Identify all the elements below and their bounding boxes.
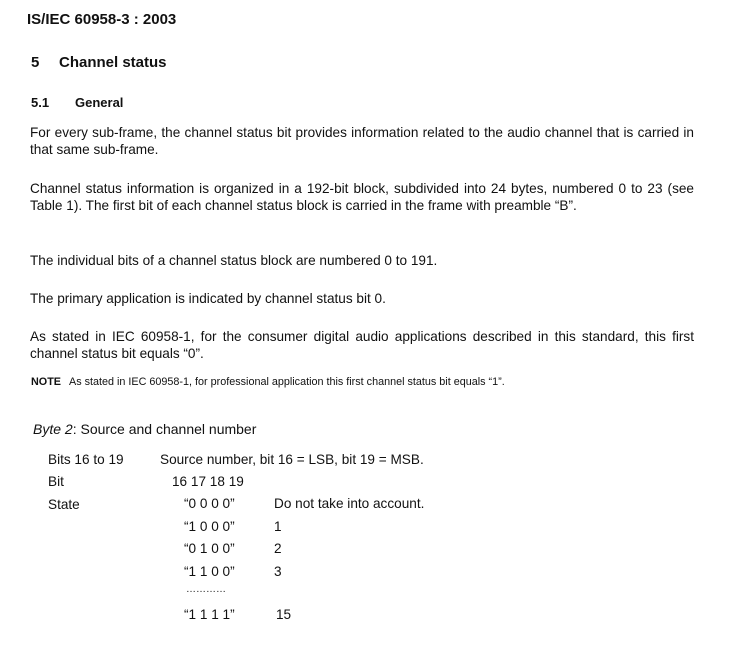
paragraph-bit-numbering: The individual bits of a channel status block are numbered 0 to 191. (30, 253, 438, 268)
note-text: As stated in IEC 60958-1, for professional application this first channel status bit equals “1”. (69, 376, 505, 388)
section-title: Channel status (59, 54, 167, 71)
section-number: 5 (31, 54, 40, 71)
document-header: IS/IEC 60958-3 : 2003 (27, 11, 177, 28)
section-heading (31, 54, 167, 71)
state-code: “1 1 1 1” (184, 607, 235, 622)
subsection-number: 5.1 (31, 95, 50, 110)
bits-range-description: Source number, bit 16 = LSB, bit 19 = MSB. (160, 452, 424, 467)
state-code: “1 0 0 0” (184, 519, 235, 534)
state-meaning: 1 (274, 519, 282, 534)
byte2-title (33, 421, 256, 437)
state-meaning: 3 (274, 564, 282, 579)
paragraph-block-organization: Channel status information is organized in a 192-bit block, subdivided into 24 bytes, numbered 0 to 23 (see Table 1). The first bit of each channel status block is carried in the frame with preamble “B”. (30, 181, 694, 213)
subsection-heading (31, 95, 123, 110)
bit-numbers: 16 17 18 19 (172, 474, 244, 489)
paragraph-consumer-application: As stated in IEC 60958-1, for the consumer digital audio applications described in this standard, this first channel status bit equals “0”. (30, 329, 694, 361)
paragraph-primary-application: The primary application is indicated by channel status bit 0. (30, 291, 386, 306)
byte2-title-rest: : Source and channel number (72, 421, 257, 437)
state-label: State (48, 497, 80, 512)
paragraph-subframe: For every sub-frame, the channel status bit provides information related to the audio channel that is carried in that same sub-frame. (30, 125, 694, 157)
note-label: NOTE (31, 376, 61, 388)
state-meaning: Do not take into account. (274, 496, 425, 511)
state-meaning: 2 (274, 541, 282, 556)
state-meaning: 15 (276, 607, 292, 622)
state-code: “0 0 0 0” (184, 496, 235, 511)
note (31, 376, 505, 388)
byte2-title-italic: Byte 2 (33, 421, 73, 437)
state-code-ellipsis: ………… (186, 584, 226, 595)
state-code: “0 1 0 0” (184, 541, 235, 556)
state-code: “1 1 0 0” (184, 564, 235, 579)
bits-range-label: Bits 16 to 19 (48, 452, 124, 467)
subsection-title: General (75, 95, 124, 110)
bit-label: Bit (48, 474, 64, 489)
